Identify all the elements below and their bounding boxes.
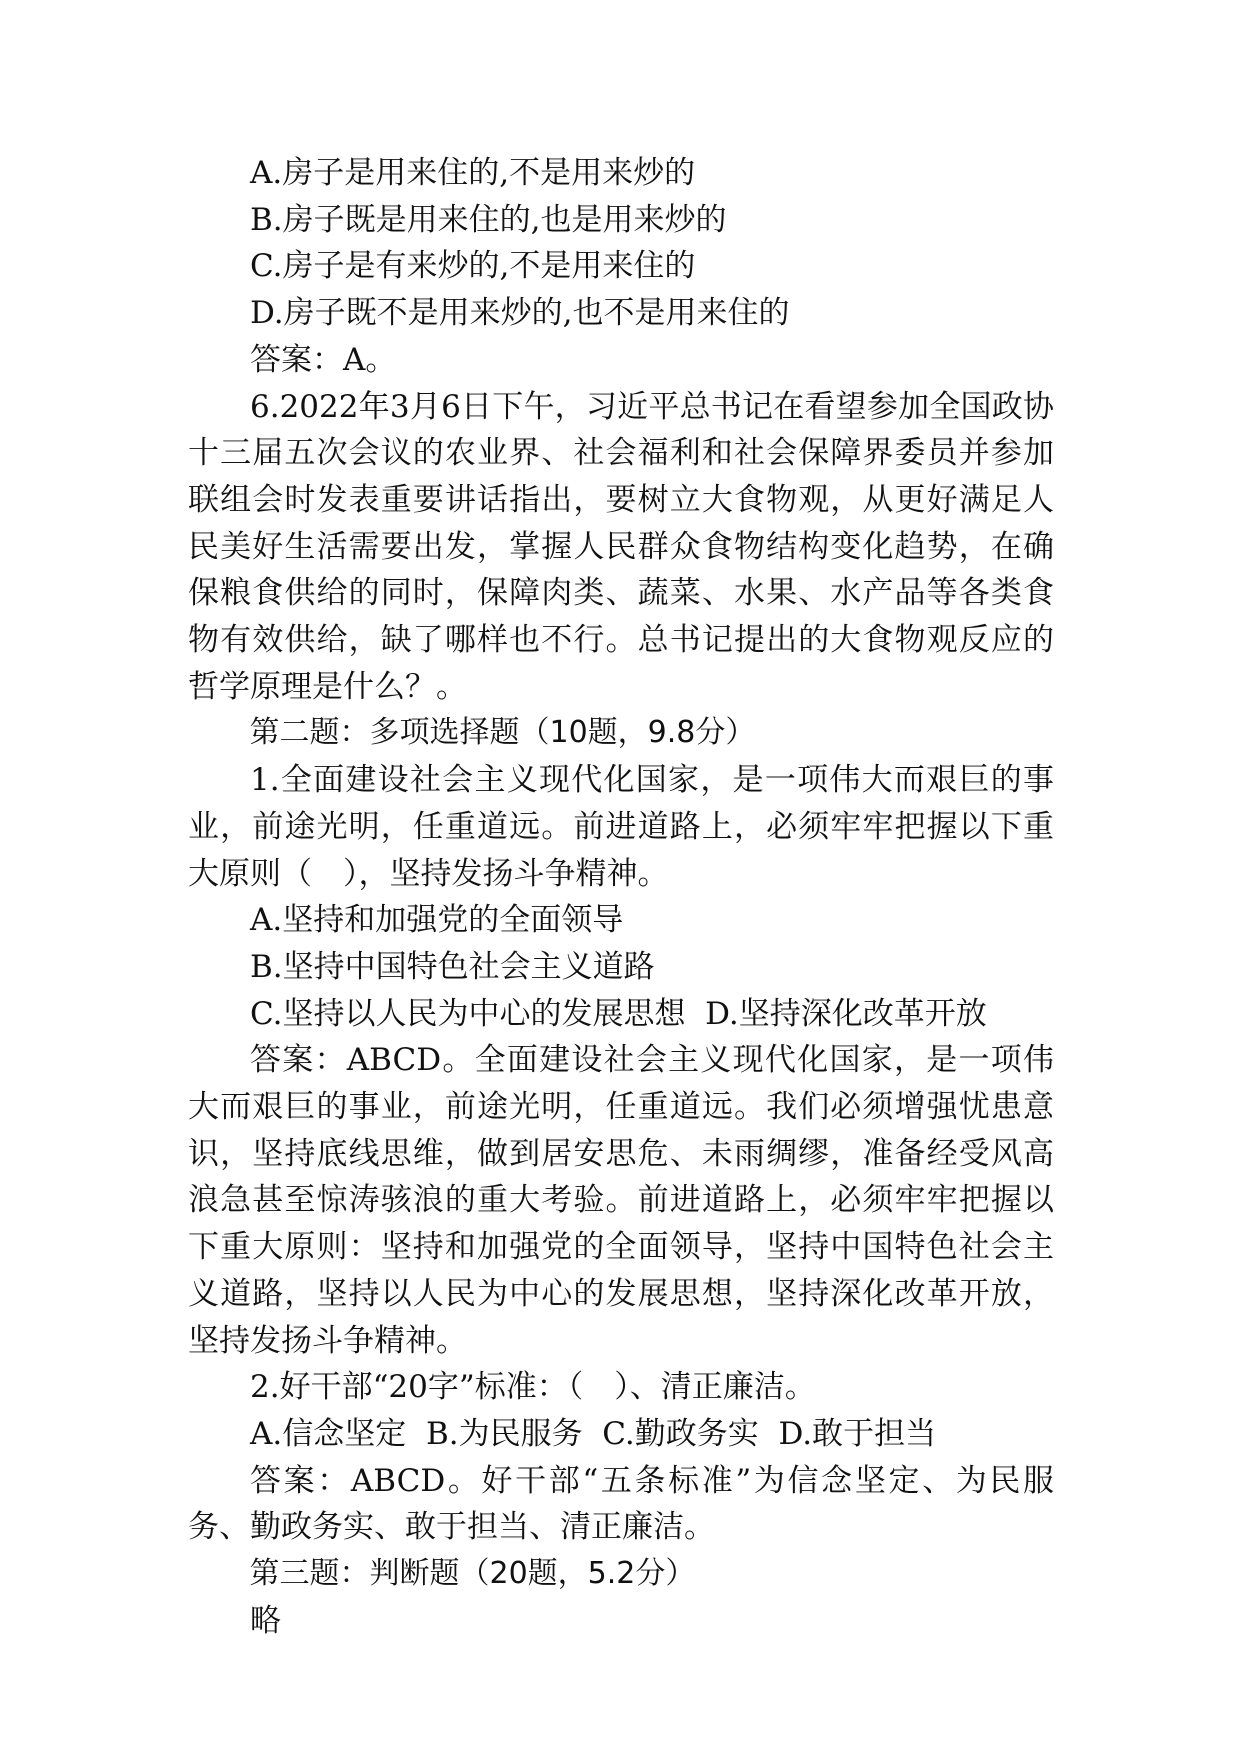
mq1-option-cd: C.坚持以人民为中心的发展思想 D.坚持深化改革开放 xyxy=(250,995,987,1032)
q5-option-c: C.房子是有来炒的,不是用来住的 xyxy=(250,248,696,285)
q5-option-d: D.房子既不是用来炒的,也不是用来住的 xyxy=(250,295,790,332)
section-3-body: 略 xyxy=(250,1602,281,1639)
mq1-answer: 答案：ABCD。全面建设社会主义现代化国家，是一项伟大而艰巨的事业，前途光明，任重道远。我们必须增强忧患意识，坚持底线思维，做到居安思危、未雨绸缪，准备经受风高浪急甚至惊涛骇浪的重大考验。前进道路上，必须牢牢把握以下重大原则：坚持和加强党的全面领导，坚持中国特色社会主义道路，坚持以人民为中心的发展思想，坚持深化改革开放，坚持发扬斗争精神。 xyxy=(188,1042,1054,1359)
mq1-question: 1.全面建设社会主义现代化国家，是一项伟大而艰巨的事业，前途光明，任重道远。前进道路上，必须牢牢把握以下重大原则（ ），坚持发扬斗争精神。 xyxy=(188,762,1054,892)
q6-question: 6.2022年3月6日下午，习近平总书记在看望参加全国政协十三届五次会议的农业界、社会福利和社会保障界委员并参加联组会时发表重要讲话指出，要树立大食物观，从更好满足人民美好生活需要出发，掌握人民群众食物结构变化趋势，在确保粮食供给的同时，保障肉类、蔬菜、水果、水产品等各类食物有效供给，缺了哪样也不行。总书记提出的大食物观反应的哲学原理是什么？。 xyxy=(188,388,1054,705)
q5-answer: 答案：A。 xyxy=(250,341,397,378)
q5-option-b: B.房子既是用来住的,也是用来炒的 xyxy=(250,201,727,238)
document-body xyxy=(188,150,1054,1645)
mq2-question: 2.好干部“20字”标准：（ ）、清正廉洁。 xyxy=(250,1369,816,1406)
mq2-options: A.信念坚定 B.为民服务 C.勤政务实 D.敢于担当 xyxy=(250,1415,937,1452)
mq1-option-a: A.坚持和加强党的全面领导 xyxy=(250,902,624,939)
section-2-heading: 第二题：多项选择题（10题，9.8分） xyxy=(249,715,756,751)
mq2-answer: 答案：ABCD。好干部“五条标准”为信念坚定、为民服务、勤政务实、敢于担当、清正廉洁。 xyxy=(188,1462,1054,1546)
mq1-option-b: B.坚持中国特色社会主义道路 xyxy=(250,948,655,985)
section-3-heading: 第三题：判断题（20题，5.2分） xyxy=(249,1556,696,1592)
q5-option-a: A.房子是用来住的,不是用来炒的 xyxy=(250,155,696,191)
